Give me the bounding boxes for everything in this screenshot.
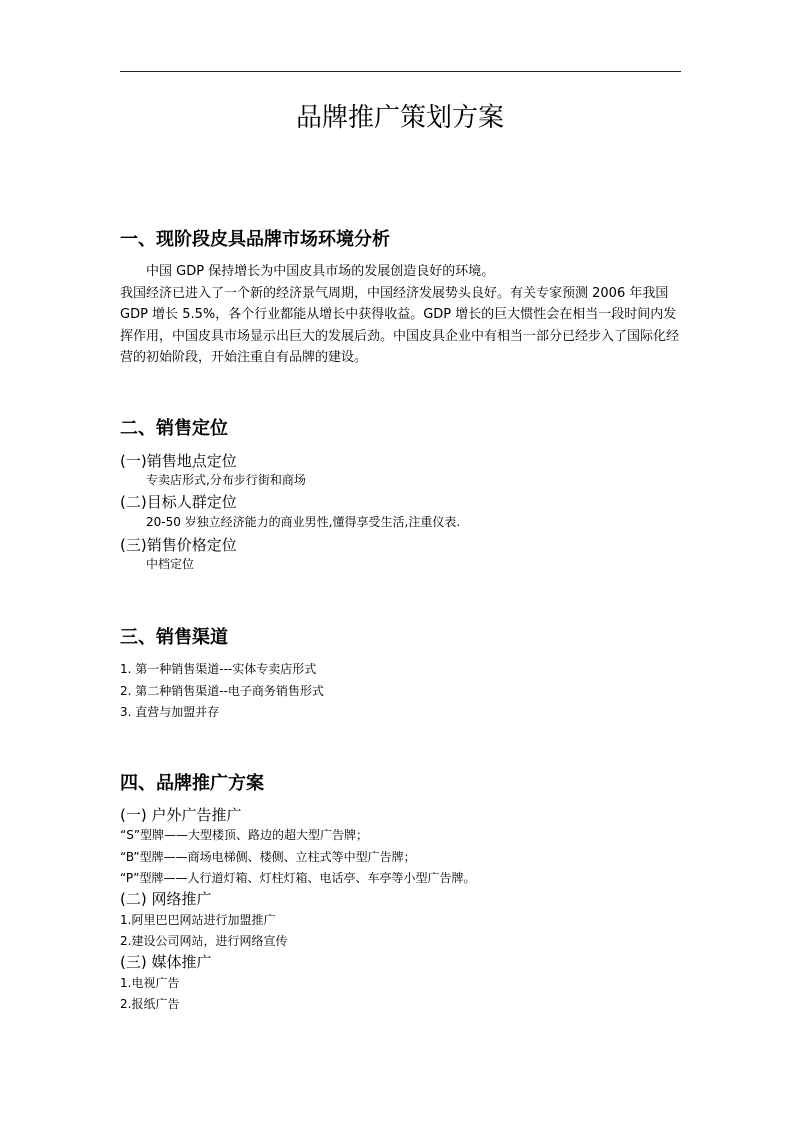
positioning-item-detail: 20-50 岁独立经济能力的商业男性,懂得享受生活,注重仪表. [146,515,461,529]
section-2-heading: 二、销售定位 [120,418,228,439]
promotion-group-label: (一) 户外广告推广 [120,806,242,824]
positioning-item-label: (三)销售价格定位 [120,536,237,554]
positioning-item-label: (一)销售地点定位 [120,452,237,470]
promotion-line: “P”型牌——人行道灯箱、灯柱灯箱、电话亭、车亭等小型广告牌。 [120,871,476,885]
promotion-group-label: (二) 网络推广 [120,890,212,908]
header-rule [120,71,681,72]
section-3-heading: 三、销售渠道 [120,627,228,648]
promotion-line: “S”型牌——大型楼顶、路边的超大型广告牌； [120,828,369,842]
section-1-heading: 一、现阶段皮具品牌市场环境分析 [120,229,390,250]
channel-list-item: 3. 直营与加盟并存 [120,705,220,719]
positioning-item-detail: 专卖店形式,分布步行街和商场 [146,473,306,487]
positioning-item-detail: 中档定位 [146,557,195,571]
section-1-paragraph-first: 中国 GDP 保持增长为中国皮具市场的发展创造良好的环境。 [146,264,495,279]
promotion-line: 2.建设公司网站，进行网络宣传 [120,934,288,948]
promotion-line: “B”型牌——商场电梯侧、楼侧、立柱式等中型广告牌； [120,850,416,864]
promotion-group-label: (三) 媒体推广 [120,953,212,971]
page-title: 品牌推广策划方案 [295,103,504,133]
section-1-paragraph-rest: 我国经济已进入了一个新的经济景气周期，中国经济发展势头良好。有关专家预测 2006 年我国 GDP 增长 5.5%，各个行业都能从增长中获得收益。GDP 增长的巨大惯性会在相当一段时间内发挥作用，中国皮具市场显示出巨大的发展后劲。中国皮具企业中有相当一部分已经步入了国际化经营的初始阶段，开始注重自有品牌的建设。 [120,285,680,366]
section-4-heading: 四、品牌推广方案 [120,773,264,794]
promotion-line: 2.报纸广告 [120,997,180,1011]
section-1-paragraph [120,261,680,369]
channel-list-item: 2. 第二种销售渠道--电子商务销售形式 [120,684,324,698]
promotion-line: 1.电视广告 [120,976,180,990]
channel-list-item: 1. 第一种销售渠道---实体专卖店形式 [120,662,317,676]
positioning-item-label: (二)目标人群定位 [120,493,237,511]
promotion-line: 1.阿里巴巴网站进行加盟推广 [120,913,276,927]
